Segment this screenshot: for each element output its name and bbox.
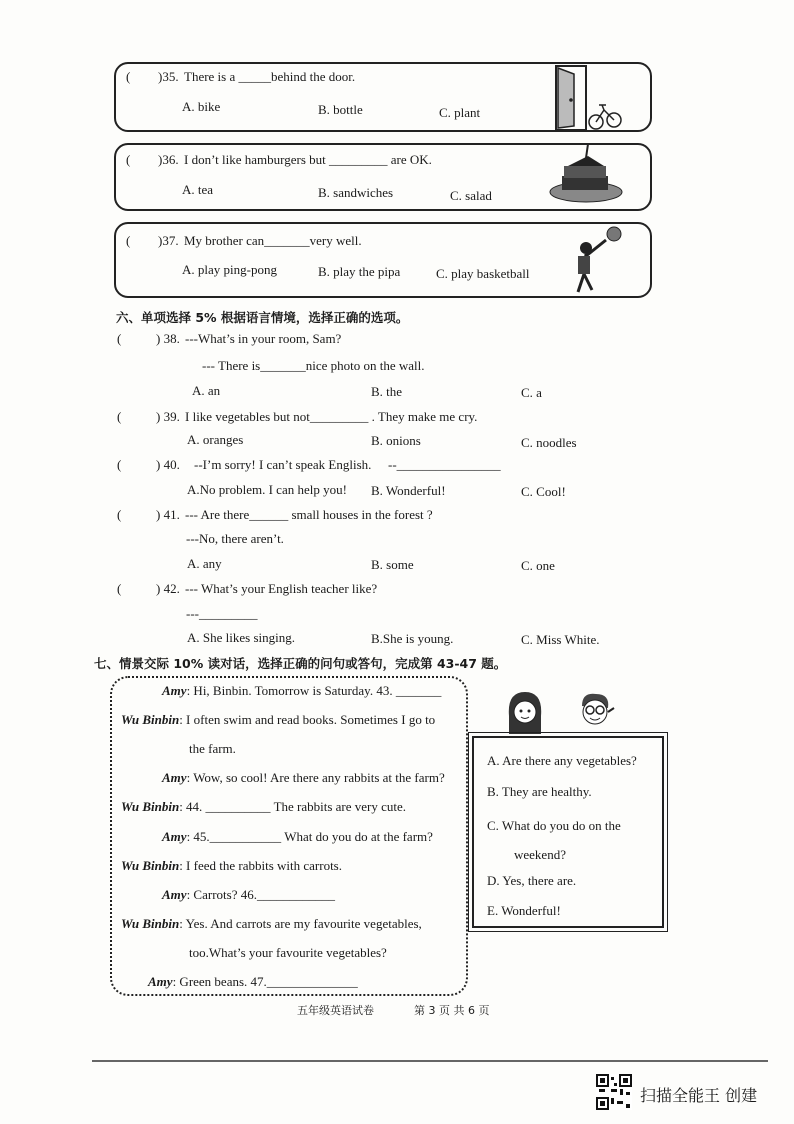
dialog-text: : Yes. And carrots are my favourite vegetables, — [179, 916, 422, 931]
option-a-40: A.No problem. I can help you! — [187, 482, 347, 497]
page-bottom-rule — [92, 1060, 768, 1062]
speaker: Amy — [162, 829, 187, 844]
boy-face-picture — [574, 690, 616, 732]
answer-paren-36[interactable]: ( — [126, 152, 131, 167]
dialog-text: : Hi, Binbin. Tomorrow is Saturday. 43. _______ — [186, 683, 442, 698]
dialog-line-8 — [162, 887, 335, 903]
answer-paren-35[interactable]: ( — [126, 69, 131, 84]
question-38-line2: --- There is_______nice photo on the wall. — [202, 358, 425, 373]
answer-paren-40[interactable]: ( — [117, 457, 122, 472]
footer-page-number: 第 3 页 共 6 页 — [414, 1004, 490, 1017]
dialog-line-11 — [148, 974, 358, 990]
dialog-text: : Carrots? 46.____________ — [186, 887, 335, 902]
option-b-43-47: B. They are healthy. — [487, 784, 592, 799]
option-b-42: B.She is young. — [371, 631, 454, 646]
question-number-39: ) 39. — [156, 409, 180, 424]
answer-paren-37[interactable]: ( — [126, 233, 131, 248]
answer-blank-40[interactable]: --________________ — [388, 457, 501, 472]
speaker: Amy — [162, 683, 187, 698]
dialog-line-3 — [189, 741, 236, 757]
option-a-38: A. an — [192, 383, 221, 398]
question-number-35: )35. — [158, 69, 179, 84]
option-c-40: C. Cool! — [521, 484, 566, 499]
question-stem-36: I don’t like hamburgers but _________ are OK. — [184, 152, 432, 167]
question-41-line2: ---No, there aren’t. — [186, 531, 284, 546]
option-d-43-47: D. Yes, there are. — [487, 873, 577, 888]
door-with-bike-picture — [552, 64, 622, 132]
question-42-line2: ---_________ — [186, 606, 258, 621]
option-b-39: B. onions — [371, 433, 421, 448]
answer-paren-42[interactable]: ( — [117, 581, 122, 596]
option-b-38: B. the — [371, 384, 403, 399]
dialog-line-5 — [121, 799, 406, 815]
dialog-text: the farm. — [189, 741, 236, 756]
option-c-36: C. salad — [450, 188, 492, 203]
speaker: Wu Binbin — [121, 712, 180, 727]
scanner-watermark: 扫描全能王 创建 — [640, 1086, 758, 1105]
section-7-title: 七、情景交际 10% 读对话，选择正确的问句或答句，完成第 43-47 题。 — [94, 656, 507, 671]
sandwich-stack-picture — [548, 142, 624, 206]
option-b-36: B. sandwiches — [318, 185, 394, 200]
dialog-text: : I often swim and read books. Sometimes I go to — [179, 712, 436, 727]
dialog-text: : 44. __________ The rabbits are very cute. — [179, 799, 407, 814]
question-number-40: ) 40. — [156, 457, 180, 472]
question-38-line1: ---What’s in your room, Sam? — [185, 331, 342, 346]
question-number-36: )36. — [158, 152, 179, 167]
option-b-40: B. Wonderful! — [371, 483, 446, 498]
option-c-39: C. noodles — [521, 435, 577, 450]
question-number-38: ) 38. — [156, 331, 180, 346]
speaker: Amy — [162, 887, 187, 902]
question-stem-37: My brother can_______very well. — [184, 233, 362, 248]
option-c-43-47: C. What do you do on the — [487, 818, 621, 833]
dialog-line-9 — [121, 916, 422, 932]
section-6-title: 六、单项选择 5% 根据语言情境，选择正确的选项。 — [116, 310, 409, 325]
dialog-line-1 — [162, 683, 441, 699]
answer-paren-38[interactable]: ( — [117, 331, 122, 346]
option-a-39: A. oranges — [187, 432, 244, 447]
speaker: Wu Binbin — [121, 799, 180, 814]
dialog-line-10 — [189, 945, 387, 961]
question-number-41: ) 41. — [156, 507, 180, 522]
question-39-stem: I like vegetables but not_________ . They make me cry. — [185, 409, 478, 424]
girl-face-picture — [505, 690, 545, 736]
option-a-35: A. bike — [182, 99, 221, 114]
dialog-line-4 — [162, 770, 445, 786]
option-c-37: C. play basketball — [436, 266, 530, 281]
question-number-42: ) 42. — [156, 581, 180, 596]
answer-paren-41[interactable]: ( — [117, 507, 122, 522]
option-c-38: C. a — [521, 385, 542, 400]
option-c-41: C. one — [521, 558, 555, 573]
question-stem-35: There is a _____behind the door. — [184, 69, 356, 84]
option-a-37: A. play ping-pong — [182, 262, 277, 277]
qr-code-icon — [596, 1074, 632, 1110]
option-a-36: A. tea — [182, 182, 214, 197]
option-a-41: A. any — [187, 556, 222, 571]
option-b-41: B. some — [371, 557, 414, 572]
footer-exam-name: 五年级英语试卷 — [297, 1004, 374, 1017]
option-a-43-47: A. Are there any vegetables? — [487, 753, 637, 768]
option-b-37: B. play the pipa — [318, 264, 401, 279]
dialog-text: : Green beans. 47.______________ — [172, 974, 358, 989]
dialog-line-2 — [121, 712, 435, 728]
dialog-text: too.What’s your favourite vegetables? — [189, 945, 387, 960]
answer-paren-39[interactable]: ( — [117, 409, 122, 424]
option-b-35: B. bottle — [318, 102, 363, 117]
question-40-stem: --I’m sorry! I can’t speak English. — [194, 457, 372, 472]
dialog-line-7 — [121, 858, 342, 874]
option-e-43-47: E. Wonderful! — [487, 903, 561, 918]
speaker: Wu Binbin — [121, 858, 180, 873]
question-number-37: )37. — [158, 233, 179, 248]
boy-playing-ball-picture — [562, 224, 624, 296]
question-42-line1: --- What’s your English teacher like? — [185, 581, 378, 596]
speaker: Amy — [162, 770, 187, 785]
dialog-text: : 45.___________ What do you do at the farm? — [186, 829, 433, 844]
option-c-35: C. plant — [439, 105, 481, 120]
dialog-text: : I feed the rabbits with carrots. — [179, 858, 342, 873]
option-c-42: C. Miss White. — [521, 632, 600, 647]
speaker: Amy — [148, 974, 173, 989]
option-c-43-47-cont: weekend? — [514, 847, 566, 862]
speaker: Wu Binbin — [121, 916, 180, 931]
option-a-42: A. She likes singing. — [187, 630, 295, 645]
dialog-line-6 — [162, 829, 433, 845]
dialog-text: : Wow, so cool! Are there any rabbits at the farm? — [186, 770, 445, 785]
question-41-line1: --- Are there______ small houses in the forest ? — [185, 507, 433, 522]
